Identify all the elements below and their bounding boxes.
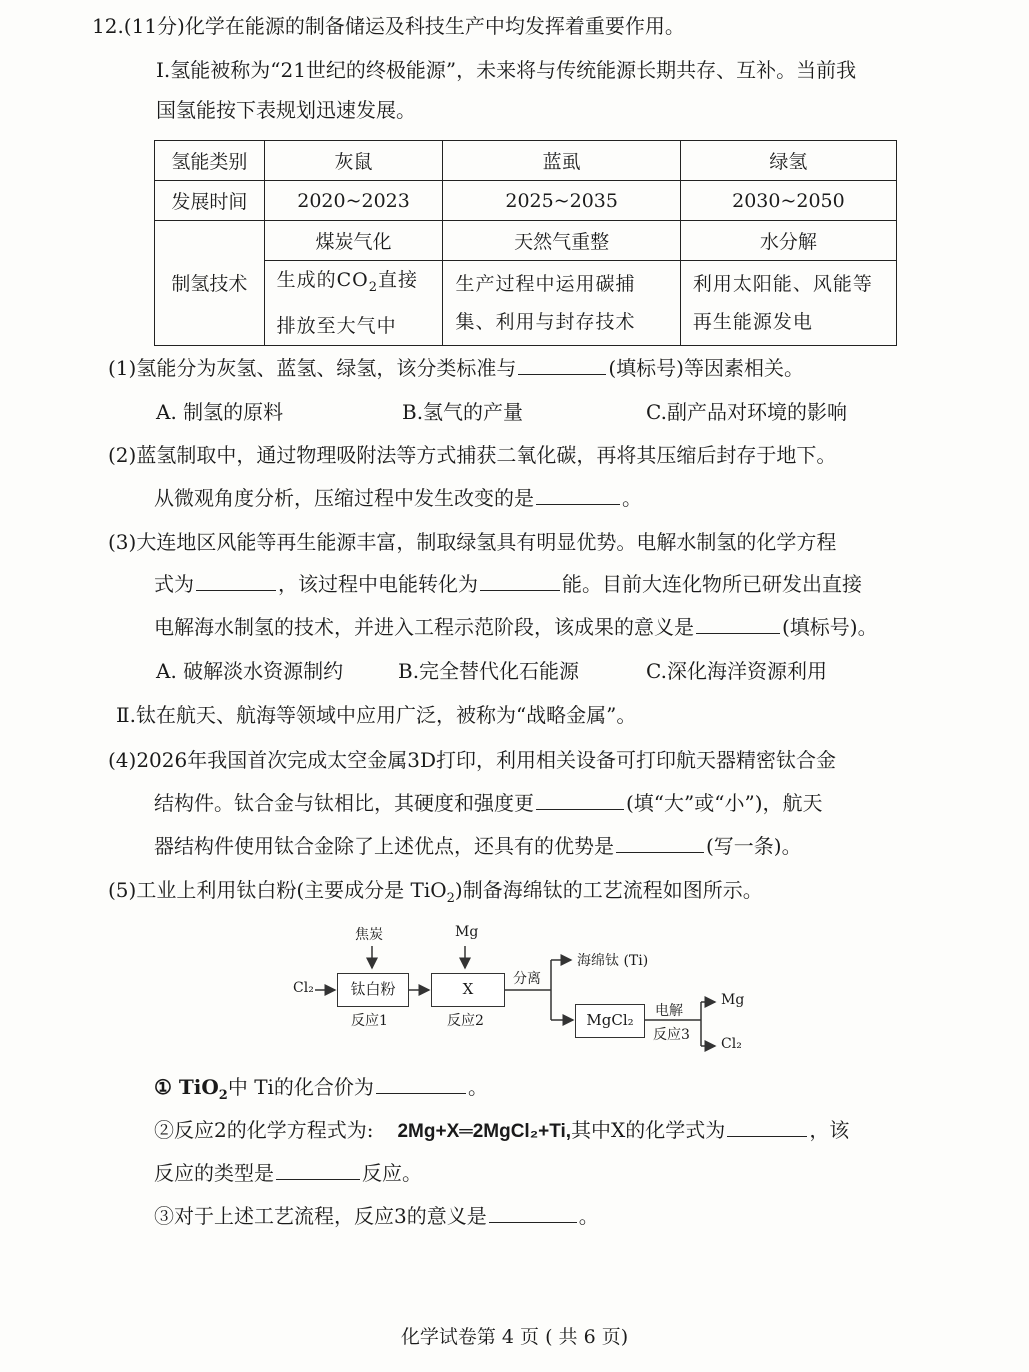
q3-line1: (3)大连地区风能等再生能源丰富，制取绿氢具有明显优势。电解水制氢的化学方程 [108, 530, 837, 554]
q5-blank-valence[interactable] [376, 1073, 466, 1094]
flow-reaction1-label: 反应1 [351, 1013, 388, 1029]
q3-blank-energy[interactable] [480, 570, 560, 591]
question-header: 12.(11分)化学在能源的制备储运及科技生产中均发挥着重要作用。 [92, 14, 685, 38]
q1-text-b: (填标号)等因素相关。 [608, 356, 804, 380]
q2-text-b: 。 [622, 486, 642, 510]
q2-text-a: 从微观角度分析，压缩过程中发生改变的是 [154, 486, 534, 510]
q5-sub3 [154, 1202, 599, 1230]
green-desc-2: 再生能源发电 [692, 310, 813, 333]
q4-line3 [154, 832, 802, 860]
table-cell [443, 261, 680, 346]
grey-desc-2: 直接 [378, 269, 419, 291]
q5-sub1-a: ① TiO [154, 1075, 219, 1099]
q5-sub2-line2 [154, 1159, 422, 1187]
q4-text-c: 器结构件使用钛合金除了上述优点，还具有的优势是 [154, 834, 614, 858]
q5-sub3-a: ③对于上述工艺流程，反应3的意义是 [154, 1204, 487, 1228]
q1-option-b: B.氢气的产量 [402, 400, 524, 424]
q5-sub2-e: 反应。 [362, 1161, 422, 1185]
flow-separation-label: 分离 [513, 971, 541, 987]
q4-blank-hardness[interactable] [536, 789, 624, 810]
q5-blank-significance[interactable] [489, 1202, 577, 1223]
flow-box-titanium-white: 钛白粉 [337, 973, 409, 1007]
q5-sub1-sub: 2 [218, 1088, 228, 1103]
q3-line2 [154, 570, 862, 598]
part1-intro-line2: 国氢能按下表规划迅速发展。 [156, 98, 416, 122]
q5-sub1-b: 中 Ti的化合价为 [227, 1075, 374, 1099]
grey-desc-3: 排放至大气中 [276, 314, 397, 337]
table-cell: 制氢技术 [155, 221, 265, 346]
q5-sub2-a: ②反应2的化学方程式为: [154, 1118, 374, 1142]
blue-desc-1: 生产过程中运用碳捕 [455, 272, 636, 295]
q1-text-a: (1)氢能分为灰氢、蓝氢、绿氢，该分类标准与 [108, 356, 517, 380]
table-cell: 发展时间 [155, 181, 265, 221]
blue-desc-2: 集、利用与封存技术 [455, 310, 636, 333]
q3-text-d: 电解海水制氢的技术，并进入工程示范阶段，该成果的意义是 [154, 615, 694, 639]
table-cell [680, 261, 896, 346]
q3-text-c: 能。目前大连化物所已研发出直接 [562, 572, 862, 596]
grey-desc-sub: 2 [368, 279, 379, 295]
q5-line1 [108, 876, 763, 913]
q3-text-b: ，该过程中电能转化为 [278, 572, 478, 596]
q3-option-a: A. 破解淡水资源制约 [156, 659, 344, 683]
table-cell: 煤炭气化 [264, 221, 443, 261]
q5-text-a: (5)工业上利用钛白粉(主要成分是 TiO [108, 878, 447, 902]
part1-intro-line1: Ⅰ.氢能被称为“21世纪的终极能源”，未来将与传统能源长期共存、互补。当前我 [156, 58, 857, 82]
table-header-cell: 灰鼠 [264, 141, 443, 181]
green-desc-1: 利用太阳能、风能等 [692, 272, 873, 295]
q5-text-b: )制备海绵钛的工艺流程如图所示。 [454, 878, 763, 902]
flow-electrolysis-label: 电解 [655, 1003, 683, 1019]
q2-line2 [154, 484, 642, 512]
q5-sub2 [154, 1116, 849, 1146]
q2-line1: (2)蓝氢制取中，通过物理吸附法等方式捕获二氧化碳，再将其压缩后封存于地下。 [108, 443, 837, 467]
q5-blank-reaction-type[interactable] [276, 1159, 360, 1180]
flow-coke-label: 焦炭 [355, 927, 383, 943]
q4-line2 [154, 789, 823, 817]
flow-reaction2-label: 反应2 [447, 1013, 484, 1029]
q1-option-a: A. 制氢的原料 [156, 400, 284, 424]
q2-blank[interactable] [536, 484, 620, 505]
flow-box-mgcl2: MgCl₂ [575, 1004, 645, 1038]
table-cell [264, 261, 443, 346]
table-cell: 2030~2050 [680, 181, 896, 221]
table-header-cell: 氢能类别 [155, 141, 265, 181]
q1-option-c: C.副产品对环境的影响 [646, 400, 847, 424]
process-flow-diagram [285, 920, 755, 1070]
flow-cl2-input-label: Cl₂ [293, 980, 314, 996]
table-cell: 2020~2023 [264, 181, 443, 221]
grey-desc-1: 生成的CO [276, 269, 369, 291]
q5-sub1 [154, 1073, 488, 1110]
q5-sub1-c: 。 [467, 1075, 488, 1099]
table-cell: 2025~2035 [443, 181, 680, 221]
hydrogen-table [154, 140, 897, 346]
part2-intro: Ⅱ.钛在航天、航海等领域中应用广泛，被称为“战略金属”。 [116, 703, 637, 727]
q5-equation: 2Mg+X═2MgCl₂+Ti, [397, 1121, 572, 1142]
flow-box-x: X [431, 973, 505, 1007]
q5-sub2-b: 其中X的化学式为 [571, 1118, 726, 1142]
table-cell: 水分解 [680, 221, 896, 261]
q5-blank-formula[interactable] [727, 1116, 807, 1137]
flow-mg-output-label: Mg [721, 992, 745, 1008]
table-cell: 天然气重整 [443, 221, 680, 261]
flow-sponge-ti-label: 海绵钛 (Ti) [577, 953, 649, 969]
table-header-cell: 绿氢 [680, 141, 896, 181]
q3-option-c: C.深化海洋资源利用 [646, 659, 827, 683]
q3-line3 [154, 613, 878, 641]
q5-sub2-d: 反应的类型是 [154, 1161, 274, 1185]
q4-line1: (4)2026年我国首次完成太空金属3D打印，利用相关设备可打印航天器精密钛合金 [108, 748, 836, 772]
flow-reaction3-label: 反应3 [653, 1027, 690, 1043]
q4-text-d: (写一条)。 [706, 834, 802, 858]
page-footer: 化学试卷第 4 页 ( 共 6 页) [400, 1326, 629, 1348]
q5-sub2-c: ，该 [809, 1118, 850, 1142]
q3-blank-significance[interactable] [696, 613, 780, 634]
flow-mg-input-label: Mg [455, 924, 479, 940]
flow-cl2-output-label: Cl₂ [721, 1036, 742, 1052]
q3-blank-equation[interactable] [196, 570, 276, 591]
q1-line [108, 354, 804, 382]
q4-text-b: (填“大”或“小”)，航天 [626, 791, 823, 815]
q3-text-e: (填标号)。 [782, 615, 878, 639]
q5-sub: 2 [446, 891, 455, 906]
q5-sub3-b: 。 [578, 1204, 599, 1228]
q4-blank-advantage[interactable] [616, 832, 704, 853]
q3-option-b: B.完全替代化石能源 [398, 659, 580, 683]
table-header-cell: 蓝虱 [443, 141, 680, 181]
q4-text-a: 结构件。钛合金与钛相比，其硬度和强度更 [154, 791, 534, 815]
q1-blank[interactable] [518, 354, 606, 375]
q3-text-a: 式为 [154, 572, 194, 596]
